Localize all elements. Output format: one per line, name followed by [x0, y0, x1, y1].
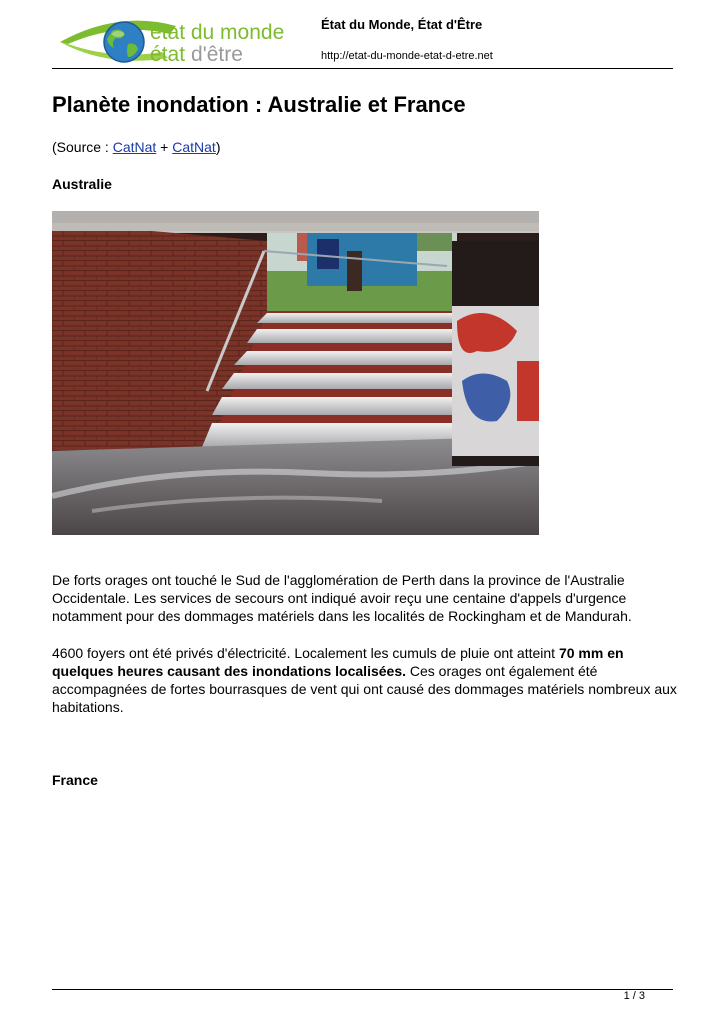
source-line [52, 139, 221, 155]
source-prefix: (Source : [52, 139, 113, 155]
paragraph-2-text-a: 4600 foyers ont été privés d'électricité. Localement les cumuls de pluie ont atteint [52, 645, 559, 661]
paragraph-2 [52, 644, 682, 716]
source-separator: + [156, 139, 173, 155]
paragraph-1: De forts orages ont touché le Sud de l'agglomération de Perth dans la province de l'Australie Occidentale. Les services de secours ont indiqué avoir reçu une centaine d'appels d'urgence notamment pour des dommages matériels dans les localités de Rockingham et de Mandurah. [52, 572, 632, 624]
site-logo[interactable] [58, 14, 298, 68]
paragraph-2-text-b: Ces orages ont également été accompagnées de fortes bourrasques de vent qui ont causé des dommages matériels nombreux aux habitations. [52, 663, 677, 715]
source-suffix: ) [215, 139, 221, 155]
site-url[interactable]: http://etat-du-monde-etat-d-etre.net [321, 50, 493, 62]
header-divider [52, 68, 673, 69]
section-heading-france: France [52, 772, 98, 788]
site-name: État du Monde, État d'Être [321, 17, 483, 32]
section-heading-australia: Australie [52, 176, 112, 192]
flooded-stairs-photo [52, 211, 539, 535]
svg-text:état du monde: état du monde [150, 21, 285, 44]
svg-text:étatd'être: état d'être [150, 43, 243, 66]
footer-divider [52, 989, 673, 990]
page-title: Planète inondation : Australie et France [52, 92, 466, 117]
paragraph-2-bold: 70 mm en quelques heures causant des inondations localisées. [52, 645, 624, 679]
source-link-catnat-2[interactable]: CatNat [172, 139, 216, 155]
page-number: 1 / 3 [623, 990, 645, 1002]
source-link-catnat-1[interactable]: CatNat [112, 139, 157, 155]
eye-globe-logo-icon [58, 14, 298, 68]
